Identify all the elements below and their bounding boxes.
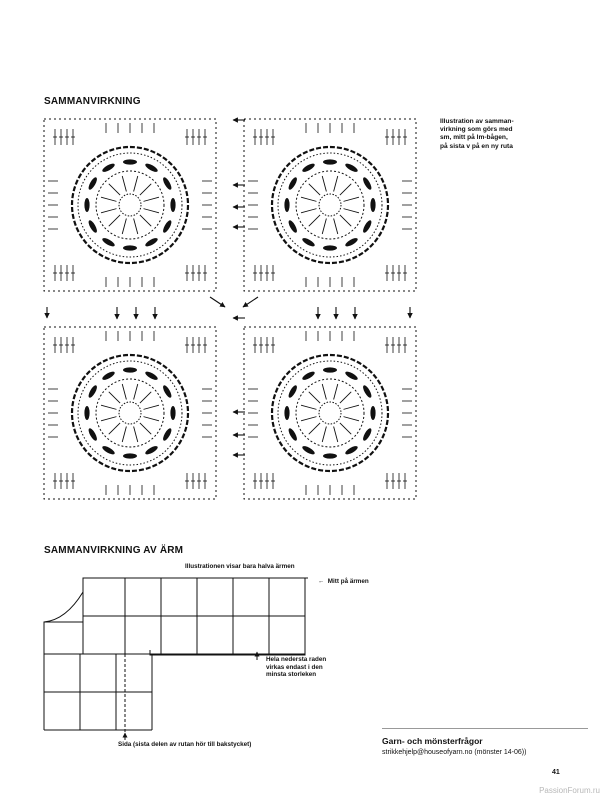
watermark: PassionForum.ru	[539, 786, 600, 795]
joining-note-line: virkning som görs med	[440, 126, 513, 134]
contact-divider	[382, 728, 588, 729]
joining-note-line: sm, mitt på lm-bågen,	[440, 134, 508, 142]
middle-label-text: Mitt på ärmen	[327, 578, 369, 585]
bottom-row-note	[266, 656, 326, 679]
side-note: Sida (sista delen av rutan hör till bakstycket)	[118, 741, 252, 748]
joining-note-line: Illustration av samman-	[440, 118, 514, 125]
contact-title: Garn- och mönsterfrågor	[382, 736, 483, 746]
contact-email[interactable]: strikkehjelp@houseofyarn.no (mönster 14-06))	[382, 749, 527, 756]
grid-line	[83, 578, 125, 616]
sleeve-title-note: Illustrationen visar bara halva ärmen	[185, 563, 295, 570]
bottom-note-line: minsta storleken	[266, 671, 317, 679]
middle-of-sleeve-label: ← Mitt på ärmen	[318, 578, 369, 585]
bottom-note-line: virkas endast i den	[266, 663, 323, 671]
joining-heading: SAMMANVIRKNING	[44, 96, 141, 107]
armhole-curve	[44, 592, 83, 654]
joining-note-line: på sista v på en ny ruta	[440, 142, 513, 150]
sleeve-heading: SAMMANVIRKNING AV ÄRM	[44, 545, 184, 556]
page-number: 41	[552, 769, 560, 776]
bottom-note-line: Hela nedersta raden	[266, 656, 327, 663]
